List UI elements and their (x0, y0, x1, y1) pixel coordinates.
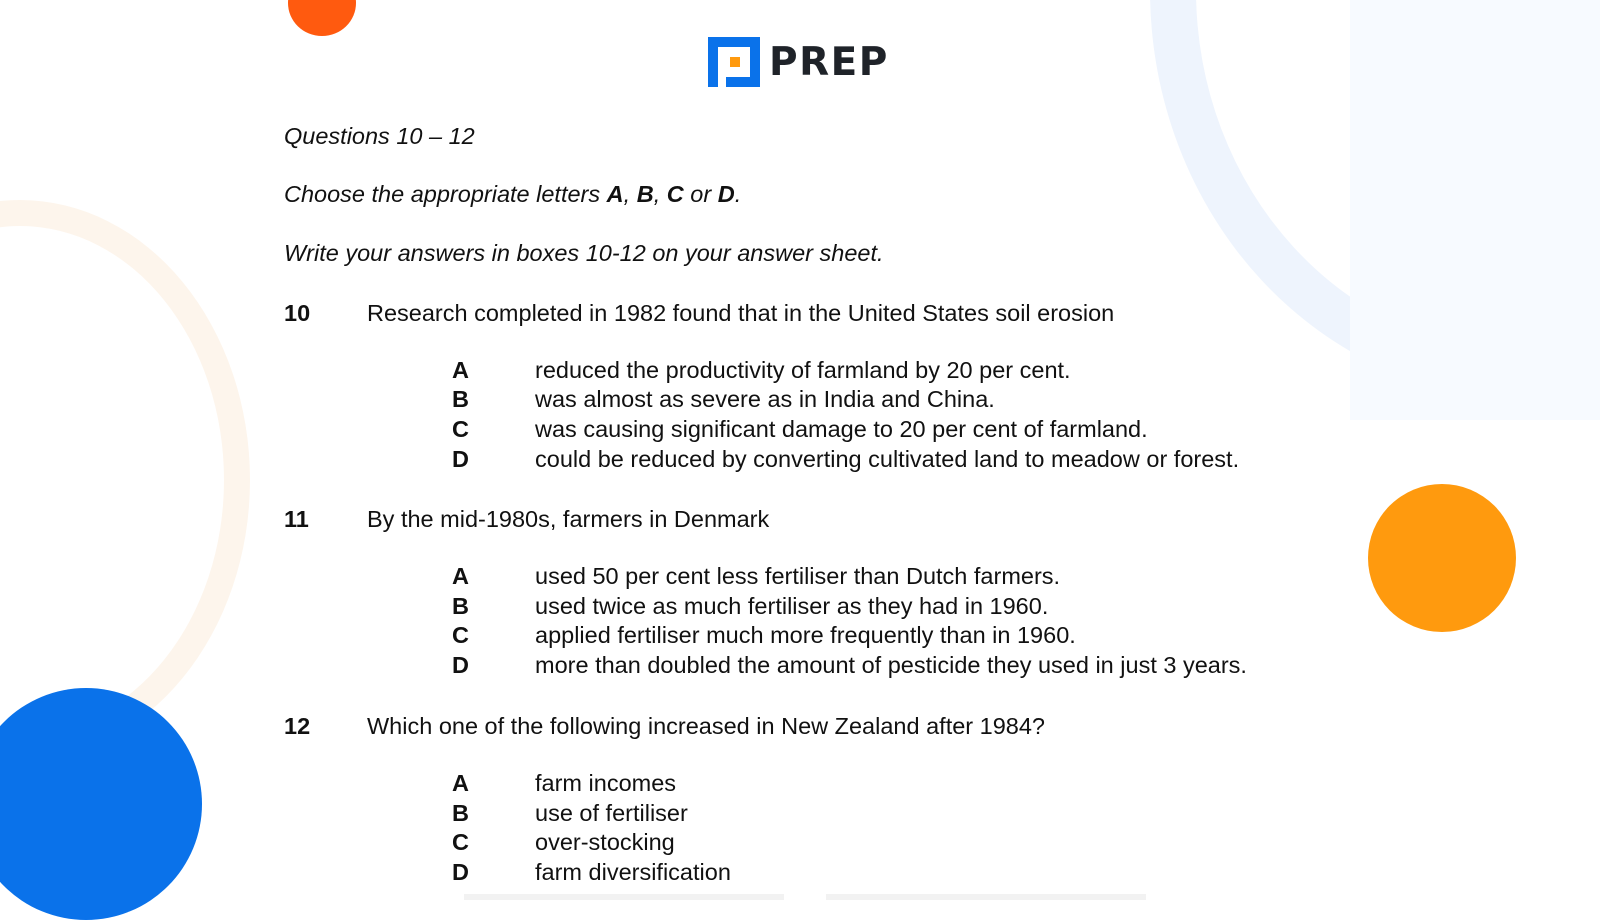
option-letter: D (452, 652, 469, 678)
option-text: used 50 per cent less fertiliser than Dutch farmers. (535, 563, 1061, 589)
option-text: was causing significant damage to 20 per cent of farmland. (535, 416, 1148, 442)
option-text: could be reduced by converting cultivated land to meadow or forest. (535, 446, 1240, 472)
option-letter: A (452, 563, 469, 589)
question-text: By the mid-1980s, farmers in Denmark (367, 506, 770, 532)
option-letter: B (452, 386, 469, 412)
question-number: 12 (284, 713, 311, 739)
option-letter: A (452, 770, 469, 796)
write-instruction: Write your answers in boxes 10-12 on your answer sheet. (284, 240, 884, 266)
page-edge-divider (464, 894, 784, 900)
option-letter: C (452, 622, 469, 648)
question-text: Which one of the following increased in New Zealand after 1984? (367, 713, 1045, 739)
option-text: farm diversification (535, 859, 731, 885)
option-text: over-stocking (535, 829, 675, 855)
option-text: farm incomes (535, 770, 677, 796)
option-text: applied fertiliser much more frequently than in 1960. (535, 622, 1076, 648)
choose-instruction: Choose the appropriate letters A, B, C or D. (284, 181, 742, 207)
questions-heading: Questions 10 – 12 (284, 123, 475, 149)
option-letter: D (452, 859, 469, 885)
prep-logo-wordmark: PREP (769, 39, 889, 85)
question-number: 10 (284, 300, 311, 326)
question-number: 11 (284, 506, 309, 532)
option-letter: B (452, 800, 469, 826)
option-letter: B (452, 593, 469, 619)
option-text: reduced the productivity of farmland by 20 per cent. (535, 357, 1071, 383)
option-text: use of fertiliser (535, 800, 688, 826)
option-text: more than doubled the amount of pesticide they used in just 3 years. (535, 652, 1247, 678)
option-letter: A (452, 357, 469, 383)
option-text: was almost as severe as in India and China. (535, 386, 995, 412)
option-letter: C (452, 829, 469, 855)
option-letter: C (452, 416, 469, 442)
option-letter: D (452, 446, 469, 472)
question-text: Research completed in 1982 found that in the United States soil erosion (367, 300, 1115, 326)
option-text: used twice as much fertiliser as they had in 1960. (535, 593, 1049, 619)
page-edge-divider (826, 894, 1146, 900)
